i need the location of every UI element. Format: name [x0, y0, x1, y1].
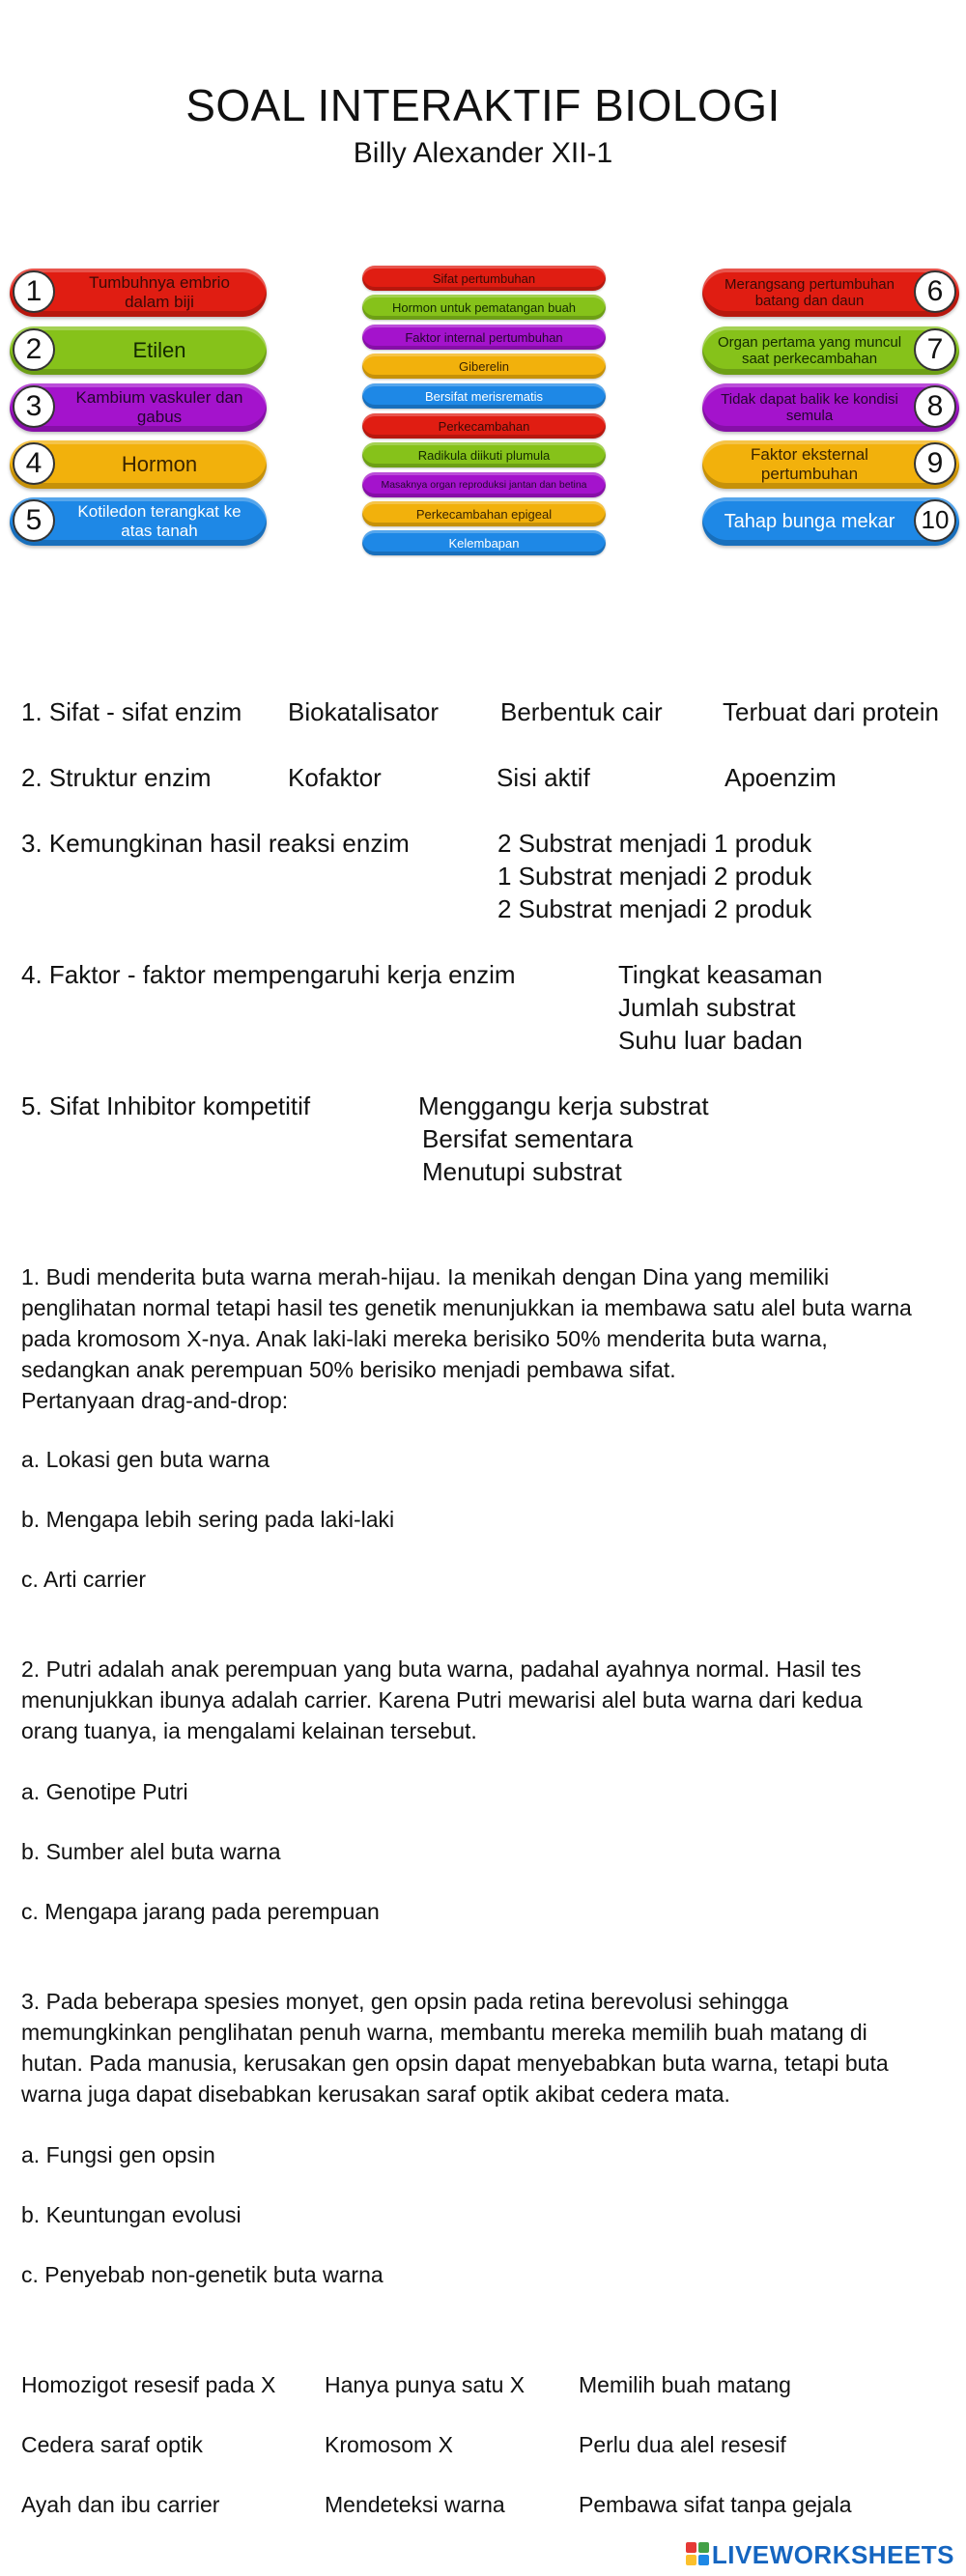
- case-line: sedangkan anak perempuan 50% berisiko menjadi pembawa sifat.: [21, 1357, 676, 1382]
- answer-option[interactable]: Apoenzim: [724, 763, 837, 792]
- drop-question: a. Fungsi gen opsin: [21, 2142, 215, 2167]
- right-pill-9[interactable]: [702, 440, 959, 489]
- enzyme-question-2: 2. Struktur enzim: [21, 763, 212, 792]
- pill-label: Hormon: [121, 452, 198, 477]
- number-badge: 7: [914, 328, 956, 371]
- answer-chip[interactable]: Pembawa sifat tanpa gejala: [579, 2492, 852, 2517]
- pill-label: Tidak dapat balik ke kondisi semula: [721, 390, 898, 424]
- answer-option[interactable]: Kofaktor: [288, 763, 382, 792]
- page-subtitle: Billy Alexander XII-1: [353, 137, 613, 169]
- answer-chip[interactable]: Homozigot resesif pada X: [21, 2372, 276, 2397]
- liveworksheets-logo: [685, 2540, 954, 2570]
- answer-option[interactable]: 2 Substrat menjadi 1 produk: [497, 829, 812, 858]
- answer-option[interactable]: 2 Substrat menjadi 2 produk: [497, 894, 812, 923]
- answer-chip[interactable]: Perlu dua alel resesif: [579, 2432, 786, 2457]
- pill-label: Kambium vaskuler dan gabus: [75, 388, 243, 426]
- number-badge: 6: [914, 270, 956, 313]
- pill-label: Tumbuhnya embrio dalam biji: [89, 273, 230, 311]
- case-line: hutan. Pada manusia, kerusakan gen opsin dapat menyebabkan buta warna, tetapi buta: [21, 2051, 889, 2076]
- left-pill-1[interactable]: [10, 269, 267, 317]
- enzyme-question-5: 5. Sifat Inhibitor kompetitif: [21, 1091, 311, 1120]
- option-chip[interactable]: Perkecambahan: [362, 413, 606, 439]
- pill-label: Merangsang pertumbuhan batang dan daun: [724, 275, 895, 309]
- pill-label: Tahap bunga mekar: [724, 510, 895, 532]
- option-chip[interactable]: Hormon untuk pematangan buah: [362, 295, 606, 320]
- answer-option[interactable]: Menggangu kerja substrat: [418, 1091, 709, 1120]
- number-badge: 1: [13, 270, 55, 313]
- left-pill-3[interactable]: [10, 383, 267, 432]
- right-pill-8[interactable]: [702, 383, 959, 432]
- answer-chip[interactable]: Ayah dan ibu carrier: [21, 2492, 220, 2517]
- case-line: orang tuanya, ia mengalami kelainan tersebut.: [21, 1718, 477, 1743]
- number-badge: 10: [914, 499, 956, 542]
- left-pill-2[interactable]: [10, 326, 267, 375]
- case-line: penglihatan normal tetapi hasil tes genetik menunjukkan ia membawa satu alel buta warna: [21, 1295, 912, 1320]
- pill-label: Organ pertama yang muncul saat perkecambahan: [717, 333, 902, 367]
- answer-chip[interactable]: Memilih buah matang: [579, 2372, 791, 2397]
- number-badge: 2: [13, 328, 55, 371]
- pill-label: Etilen: [132, 338, 186, 363]
- case-1-text: [21, 1261, 949, 1416]
- drop-question: c. Arti carrier: [21, 1567, 147, 1592]
- answer-chip[interactable]: Mendeteksi warna: [325, 2492, 505, 2517]
- answer-option[interactable]: Jumlah substrat: [618, 993, 796, 1022]
- answer-chip[interactable]: Cedera saraf optik: [21, 2432, 203, 2457]
- case-line: Pertanyaan drag-and-drop:: [21, 1388, 289, 1413]
- answer-chip[interactable]: Kromosom X: [325, 2432, 453, 2457]
- enzyme-question-4: 4. Faktor - faktor mempengaruhi kerja enzim: [21, 960, 516, 989]
- drop-question: b. Mengapa lebih sering pada laki-laki: [21, 1507, 395, 1532]
- case-line: warna juga dapat disebabkan kerusakan saraf optik akibat cedera mata.: [21, 2081, 730, 2107]
- option-chip[interactable]: Radikula diikuti plumula: [362, 442, 606, 467]
- logo-text: LIVEWORKSHEETS: [711, 2540, 954, 2569]
- number-badge: 5: [13, 499, 55, 542]
- drop-question: a. Genotipe Putri: [21, 1779, 188, 1804]
- drop-question: c. Mengapa jarang pada perempuan: [21, 1899, 380, 1924]
- answer-option[interactable]: Menutupi substrat: [422, 1157, 622, 1186]
- right-pill-10[interactable]: [702, 497, 959, 546]
- pill-label: Kotiledon terangkat ke atas tanah: [77, 502, 242, 540]
- enzyme-question-1: 1. Sifat - sifat enzim: [21, 697, 242, 726]
- answer-option[interactable]: Bersifat sementara: [422, 1124, 634, 1153]
- page-title: SOAL INTERAKTIF BIOLOGI: [185, 80, 781, 130]
- case-line: 1. Budi menderita buta warna merah-hijau. Ia menikah dengan Dina yang memiliki: [21, 1264, 830, 1289]
- answer-option[interactable]: Sisi aktif: [497, 763, 590, 792]
- answer-chip[interactable]: Hanya punya satu X: [325, 2372, 526, 2397]
- left-pill-5[interactable]: [10, 497, 267, 546]
- drop-question: b. Keuntungan evolusi: [21, 2202, 242, 2227]
- option-chip[interactable]: Faktor internal pertumbuhan: [362, 325, 606, 350]
- case-line: memungkinkan penglihatan penuh warna, membantu mereka memilih buah matang di: [21, 2020, 867, 2045]
- drop-question: b. Sumber alel buta warna: [21, 1839, 281, 1864]
- case-line: 3. Pada beberapa spesies monyet, gen opsin pada retina berevolusi sehingga: [21, 1989, 789, 2014]
- option-chip[interactable]: Perkecambahan epigeal: [362, 501, 606, 526]
- answer-option[interactable]: Suhu luar badan: [618, 1026, 803, 1055]
- pill-label: Faktor eksternal pertumbuhan: [751, 445, 868, 483]
- number-badge: 4: [13, 442, 55, 485]
- number-badge: 3: [13, 385, 55, 428]
- number-badge: 9: [914, 442, 956, 485]
- option-chip[interactable]: Masaknya organ reproduksi jantan dan betina: [362, 472, 606, 497]
- number-badge: 8: [914, 385, 956, 428]
- case-3-text: [21, 1986, 949, 2109]
- answer-option[interactable]: Tingkat keasaman: [618, 960, 823, 989]
- answer-option[interactable]: Terbuat dari protein: [723, 697, 940, 726]
- answer-option[interactable]: Berbentuk cair: [500, 697, 663, 726]
- drop-question: c. Penyebab non-genetik buta warna: [21, 2262, 384, 2287]
- option-chip[interactable]: Sifat pertumbuhan: [362, 266, 606, 291]
- drop-question: a. Lokasi gen buta warna: [21, 1447, 270, 1472]
- right-pill-7[interactable]: [702, 326, 959, 375]
- option-chip[interactable]: Kelembapan: [362, 530, 606, 555]
- option-chip[interactable]: Bersifat merisrematis: [362, 383, 606, 409]
- case-line: pada kromosom X-nya. Anak laki-laki mereka berisiko 50% menderita buta warna,: [21, 1326, 828, 1351]
- right-pill-6[interactable]: [702, 269, 959, 317]
- left-pill-4[interactable]: [10, 440, 267, 489]
- case-line: menunjukkan ibunya adalah carrier. Karena Putri mewarisi alel buta warna dari kedua: [21, 1687, 863, 1713]
- answer-option[interactable]: Biokatalisator: [288, 697, 440, 726]
- liveworksheets-icon: [685, 2541, 710, 2566]
- answer-option[interactable]: 1 Substrat menjadi 2 produk: [497, 862, 812, 891]
- enzyme-question-3: 3. Kemungkinan hasil reaksi enzim: [21, 829, 410, 858]
- case-line: 2. Putri adalah anak perempuan yang buta warna, padahal ayahnya normal. Hasil tes: [21, 1656, 862, 1682]
- case-2-text: [21, 1654, 949, 1746]
- option-chip[interactable]: Giberelin: [362, 354, 606, 379]
